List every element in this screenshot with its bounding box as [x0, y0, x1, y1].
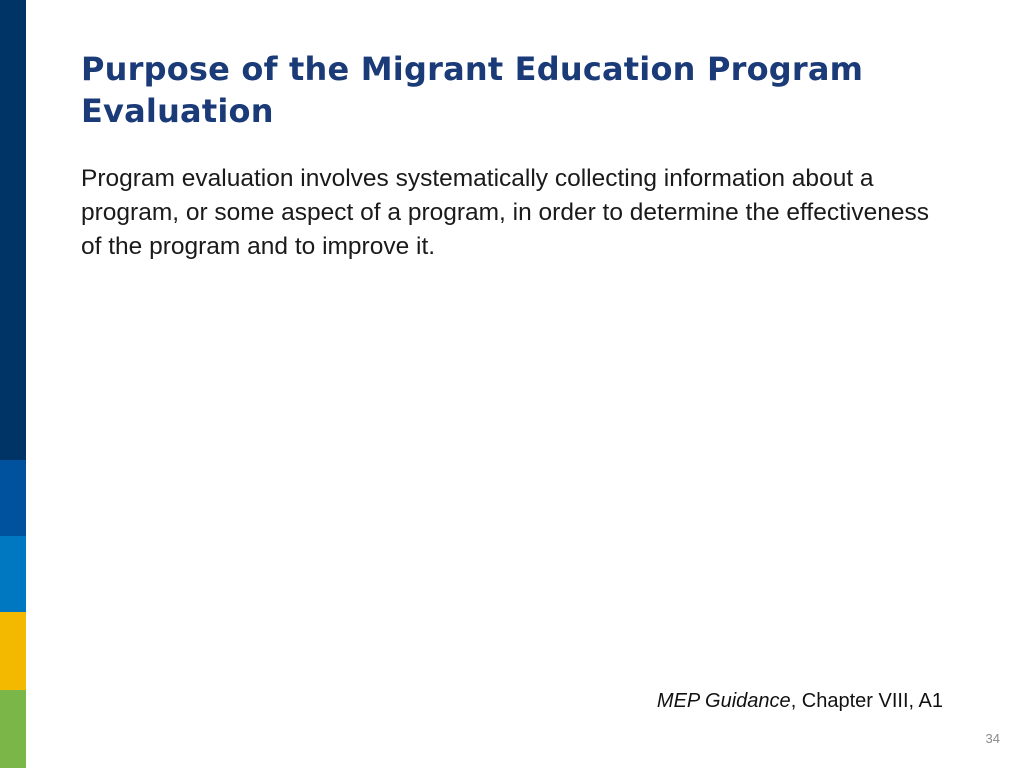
- citation: [657, 688, 943, 714]
- slide-title: Purpose of the Migrant Education Program Evaluation: [81, 50, 864, 130]
- accent-bar-yellow: [0, 612, 26, 690]
- citation-title: MEP Guidance: [656, 690, 791, 712]
- accent-bar-navy: [0, 0, 26, 460]
- body-paragraph: Program evaluation involves systematically collecting information about a program, or some aspect of a program, in order to determine the effectiveness of the program and to improve it.: [81, 165, 929, 260]
- accent-bar-blue: [0, 460, 26, 536]
- citation-reference: , Chapter VIII, A1: [790, 690, 943, 712]
- accent-side-bar: [0, 0, 26, 768]
- accent-bar-sky: [0, 536, 26, 612]
- page-number: 34: [985, 731, 1000, 746]
- accent-bar-green: [0, 690, 26, 768]
